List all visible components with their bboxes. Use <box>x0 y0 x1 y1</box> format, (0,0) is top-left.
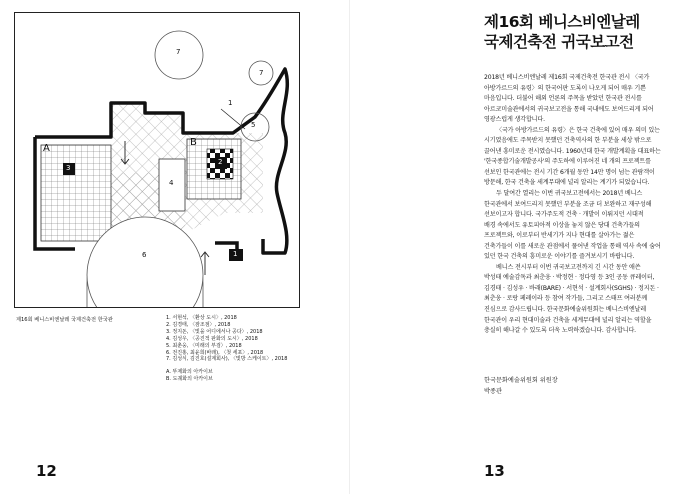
plan-label-4: 4 <box>169 179 174 187</box>
paragraph <box>484 189 684 263</box>
text-line: 충실히 해나갈 수 있도록 더욱 노력하겠습니다. 감사합니다. <box>484 327 636 335</box>
plan-label-A: A <box>43 143 50 154</box>
text-line: 아방가르드의 유령〉의 한국어판 도록이 나오게 되어 매우 기쁜 <box>484 84 646 92</box>
text-line: 배경 속에서도 유토피아적 이상을 놓지 않은 당대 건축가들의 <box>484 221 640 229</box>
text-line: 시기였음에도 주목받지 못했던 건축역사의 한 부분을 세상 밖으로 <box>484 137 652 145</box>
text-line: 방문해, 한국 건축을 세계무대에 널리 알리는 계기가 되었습니다. <box>484 179 650 187</box>
text-line: 박성태 예술감독과 최춘웅 · 박정현 · 정다영 등 3인 공동 큐레이터, <box>484 274 655 282</box>
text-line: 2018년 베니스비엔날레 제16회 국제건축전 한국관 전시 〈국가 <box>484 74 650 81</box>
text-line: 아르코미술관에서의 귀국보고전을 통해 국내에도 보여드리게 되어 <box>484 105 654 113</box>
text-line: 최춘웅 · 로랑 페레이라 등 참여 작가들, 그리고 스태프 여러분께 <box>484 295 648 303</box>
page-number-right: 13 <box>484 462 505 480</box>
title-line: 제16회 베니스비엔날레 <box>484 13 640 31</box>
legend-item: 2. 김경태, 〈잠조점〉, 2018 <box>166 321 231 328</box>
page-number-left: 12 <box>36 462 57 480</box>
legend-item: 6. 전진홍, 최윤희(바래), 〈첫 세포〉, 2018 <box>166 349 264 356</box>
text-line: 마음입니다. 더불어 해외 언론의 주목을 받았던 한국관 전시를 <box>484 95 642 103</box>
text-line: 두 달여간 열리는 이번 귀국보고전에서는 2018년 베니스 <box>496 190 643 198</box>
floor-plan <box>14 12 300 308</box>
legend-item: 1. 서현석, 〈환상 도시〉, 2018 <box>166 315 237 321</box>
text-line: 영광스럽게 생각합니다. <box>484 116 545 124</box>
plan-label-3: 3 <box>66 164 71 172</box>
text-line: 있던 한국 건축의 흥미로운 이야기를 즐겨보시기 바랍니다. <box>484 253 635 261</box>
text-line: 선보이고자 합니다. 국가주도적 건축 · 개발이 이뤄지던 시대적 <box>484 211 644 219</box>
plan-label-5: 5 <box>251 121 256 129</box>
page-title <box>484 12 684 52</box>
signature-block <box>484 375 558 397</box>
legend-item: 5. 최춘웅, 〈미래의 부검〉, 2018 <box>166 342 242 349</box>
legend-item: 7. 김성식, 김진호(설계회사), 〈빛방 스케이트〉, 2018 <box>166 356 288 363</box>
legend-item: B. 도궤화의 아카이브 <box>166 376 213 383</box>
text-line: 한국관에서 보여드리지 못했던 부분을 조금 더 보완하고 재구성해 <box>484 200 652 208</box>
legend-item: 3. 정지돈, 〈빛을 어디에서나 공다〉, 2018 <box>166 328 263 335</box>
text-line: 진심으로 감사드립니다. 한국문화예술위원회는 베니스비엔날레 <box>484 306 647 314</box>
text-line: 건축가들이 이를 새로운 관점에서 풀어낸 작업을 통해 역사 속에 숨어 <box>484 242 661 250</box>
book-gutter <box>349 0 350 494</box>
legend-item: 4. 김성우, 〈공진적 판화의 도시〉, 2018 <box>166 335 258 342</box>
text-line: 끌어낸 흥미로운 전시였습니다. 1960년대 한국 개발계획을 대표하는 <box>484 147 661 155</box>
plan-label-2: 2 <box>218 158 223 166</box>
plan-label-1-bottom: 1 <box>233 250 238 258</box>
paragraph <box>484 263 684 337</box>
plan-label-6: 6 <box>142 251 147 259</box>
text-line: '한국종합기술개발공사'의 주도하에 이루어진 네 개의 프로젝트를 <box>484 158 651 166</box>
text-line: 〈국가 아방가르드의 유령〉은 한국 건축에 있어 매우 의미 있는 <box>496 126 660 134</box>
legend-item: A. 뚜제화의 아카이브 <box>166 369 213 376</box>
plan-legend <box>166 315 336 383</box>
plan-label-B: B <box>190 137 197 148</box>
signature-name: 박종관 <box>484 388 502 395</box>
text-line: 베니스 전시부터 이번 귀국보고전까지 긴 시간 동안 애쓴 <box>496 263 641 271</box>
plan-label-7-top: 7 <box>176 48 181 56</box>
paragraph <box>484 73 684 126</box>
text-line: 프로젝트와, 이로부터 반세기가 지나 현대를 살아가는 젊은 <box>484 232 635 240</box>
text-line: 한국관이 우리 현대미술과 건축을 세계무대에 널리 알리는 역할을 <box>484 316 652 324</box>
floor-plan-drawing <box>15 13 300 308</box>
plan-label-1-top: 1 <box>228 99 233 107</box>
signature-title: 한국문화예술위원회 위원장 <box>484 377 558 384</box>
title-line: 국제건축전 귀국보고전 <box>484 33 634 51</box>
body-text <box>484 73 684 337</box>
text-line: 선보인 한국관에는 전시 기간 6개월 동안 14만 명이 넘는 관람객이 <box>484 168 655 176</box>
text-line: 김경태 · 김성우 · 바래(BARE) · 서현석 · 설계회사(SGHS) · 정지돈 · <box>484 284 659 292</box>
plan-label-7-right: 7 <box>259 69 264 77</box>
paragraph <box>484 126 684 189</box>
plan-caption: 제16회 베니스비엔날레 국제건축전 한국관 <box>16 317 113 323</box>
